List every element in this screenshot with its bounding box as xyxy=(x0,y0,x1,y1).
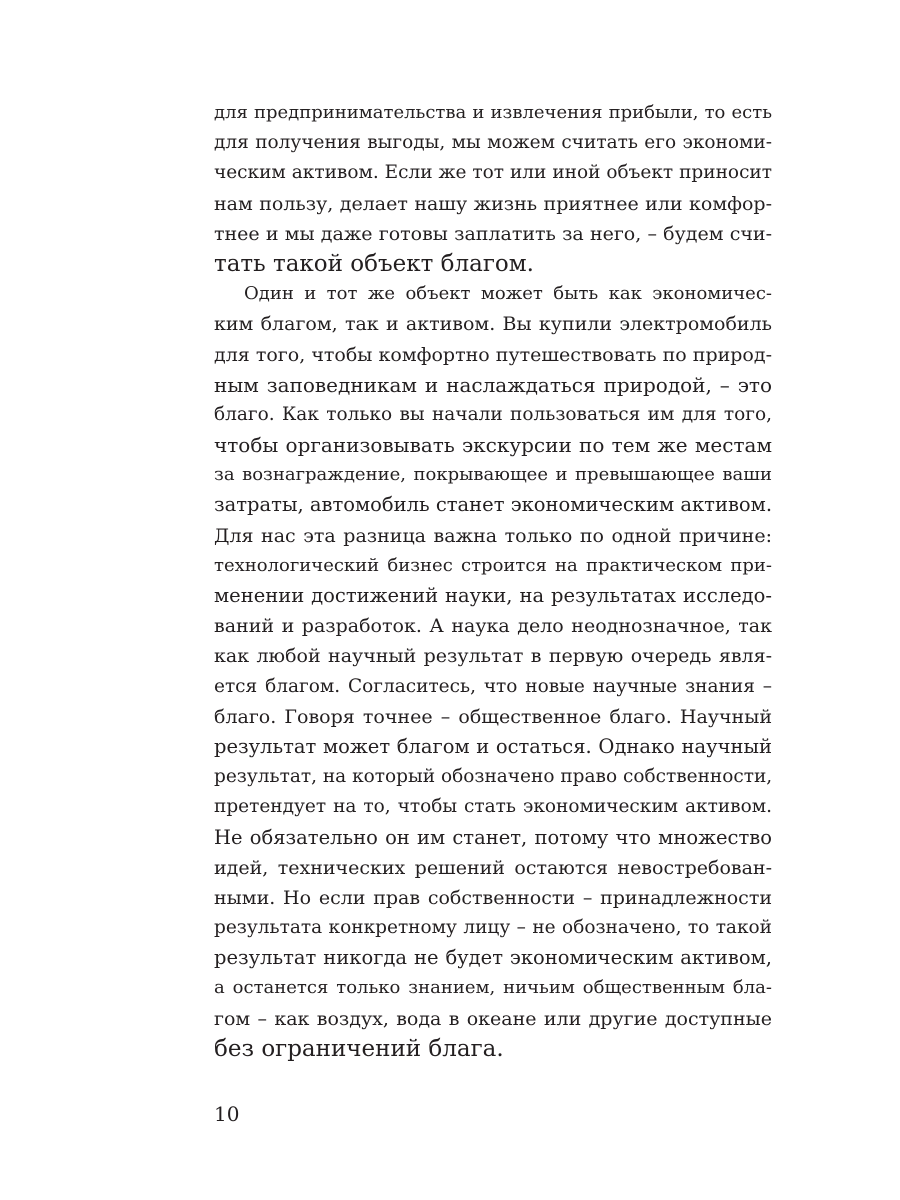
paragraph-2-line: Для нас эта разница важна только по одной причине: xyxy=(214,524,772,547)
paragraph-2-line: результата конкретному лицу – не обозначено, то такой xyxy=(214,917,772,939)
paragraph-2-line: затраты, автомобиль станет экономическим активом. xyxy=(214,493,773,517)
paragraph-2-line: ется благом. Согласитесь, что новые научные знания – xyxy=(214,675,772,697)
paragraph-2-line: Один и тот же объект может быть как экономичес- xyxy=(244,283,772,305)
paragraph-1-line: тнее и мы даже готовы заплатить за него, – будем счи- xyxy=(214,222,772,245)
paragraph-2-line: ными. Но если прав собственности – принадлежности xyxy=(214,886,772,909)
paragraph-2-line: идей, технических решений остаются невостребован- xyxy=(214,856,772,879)
paragraph-2-line: претендует на то, чтобы стать экономическим активом. xyxy=(214,796,772,818)
body-text xyxy=(214,98,772,1064)
paragraph-2-line: результат никогда не будет экономическим активом, xyxy=(214,946,772,970)
paragraph-1-line: ческим активом. Если же тот или иной объект приносит xyxy=(214,162,772,184)
paragraph-2-line: технологический бизнес строится на практическом при- xyxy=(214,554,772,576)
paragraph-1-line: для получения выгоды, мы можем считать его экономи- xyxy=(214,132,772,154)
paragraph-2-line: гом – как воздух, вода в океане или другие доступные xyxy=(214,1007,772,1030)
paragraph-2-line: ваний и разработок. А наука дело неоднозначное, так xyxy=(214,615,772,638)
paragraph-2-line: результат может благом и остаться. Однако научный xyxy=(214,734,772,758)
paragraph-2-line: для того, чтобы комфортно путешествовать по природ- xyxy=(214,343,772,366)
paragraph-2-line: благо. Как только вы начали пользоваться им для того, xyxy=(214,403,772,425)
paragraph-2-line: благо. Говоря точнее – общественное благо. Научный xyxy=(214,705,772,728)
paragraph-2-line: Не обязательно он им станет, потому что множество xyxy=(214,825,772,849)
paragraph-1-line: для предпринимательства и извлечения прибыли, то есть xyxy=(214,102,772,123)
paragraph-2-line: результат, на который обозначено право собственности, xyxy=(214,766,773,788)
page-number: 10 xyxy=(214,1102,240,1126)
paragraph-2-line: за вознаграждение, покрывающее и превышающее ваши xyxy=(214,464,772,486)
paragraph-2-line: как любой научный результат в первую очередь явля- xyxy=(214,645,772,668)
paragraph-2-line: ным заповедникам и наслаждаться природой, – это xyxy=(214,372,772,397)
paragraph-2-line: а останется только знанием, ничьим общественным бла- xyxy=(214,977,772,999)
paragraph-2-line: чтобы организовывать экскурсии по тем же местам xyxy=(214,433,772,458)
paragraph-2-line: менении достижений науки, на результатах исследо- xyxy=(214,584,772,607)
paragraph-2-line: без ограничений блага. xyxy=(214,1035,504,1062)
paragraph-2-line: ким благом, так и активом. Вы купили электромобиль xyxy=(214,313,772,336)
paragraph-1-line: тать такой объект благом. xyxy=(214,250,534,277)
paragraph-1-line: нам пользу, делает нашу жизнь приятнее или комфор- xyxy=(214,192,772,215)
